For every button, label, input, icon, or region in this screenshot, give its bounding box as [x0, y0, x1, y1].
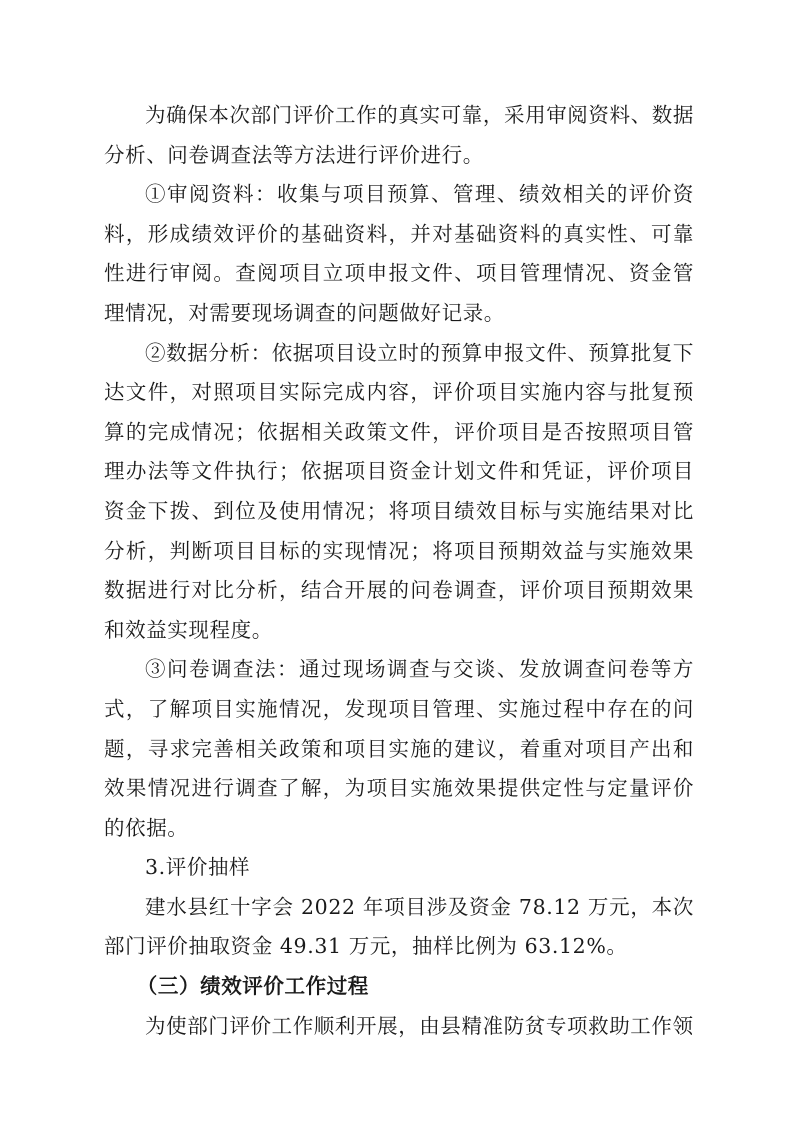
paragraph-sampling: 建水县红十字会 2022 年项目涉及资金 78.12 万元，本次部门评价抽取资金 49.31 万元，抽样比例为 63.12%。 [104, 894, 694, 959]
paragraph-intro: 为确保本次部门评价工作的真实可靠，采用审阅资料、数据分析、问卷调查法等方法进行评价进行。 [104, 103, 694, 167]
section-heading-sampling: 3.评价抽样 [145, 855, 251, 880]
paragraph-data-analysis: ②数据分析：依据项目设立时的预算申报文件、预算批复下达文件，对照项目实际完成内容，评价项目实施内容与批复预算的完成情况；依据相关政策文件，评价项目是否按照项目管理办法等文件执行；依据项目资金计划文件和凭证，评价项目资金下拨、到位及使用情况；将项目绩效目标与实施结果对比分析，判断项目目标的实现情况；将项目预期效益与实施效果数据进行对比分析，结合开展的问卷调查，评价项目预期效果和效益实现程度。 [104, 340, 694, 642]
section-heading-process: （三）绩效评价工作过程 [136, 974, 369, 999]
paragraph-questionnaire: ③问卷调查法：通过现场调查与交谈、发放调查问卷等方式，了解项目实施情况，发现项目管理、实施过程中存在的问题，寻求完善相关政策和项目实施的建议，着重对项目产出和效果情况进行调查了解，为项目实施效果提供定性与定量评价的依据。 [104, 657, 694, 840]
document-page [104, 96, 694, 1046]
paragraph-review-materials: ①审阅资料：收集与项目预算、管理、绩效相关的评价资料，形成绩效评价的基础资料，并对基础资料的真实性、可靠性进行审阅。查阅项目立项申报文件、项目管理情况、资金管理情况，对需要现场调查的问题做好记录。 [104, 182, 694, 325]
paragraph-process: 为使部门评价工作顺利开展，由县精准防贫专项救助工作领 [145, 1013, 694, 1038]
